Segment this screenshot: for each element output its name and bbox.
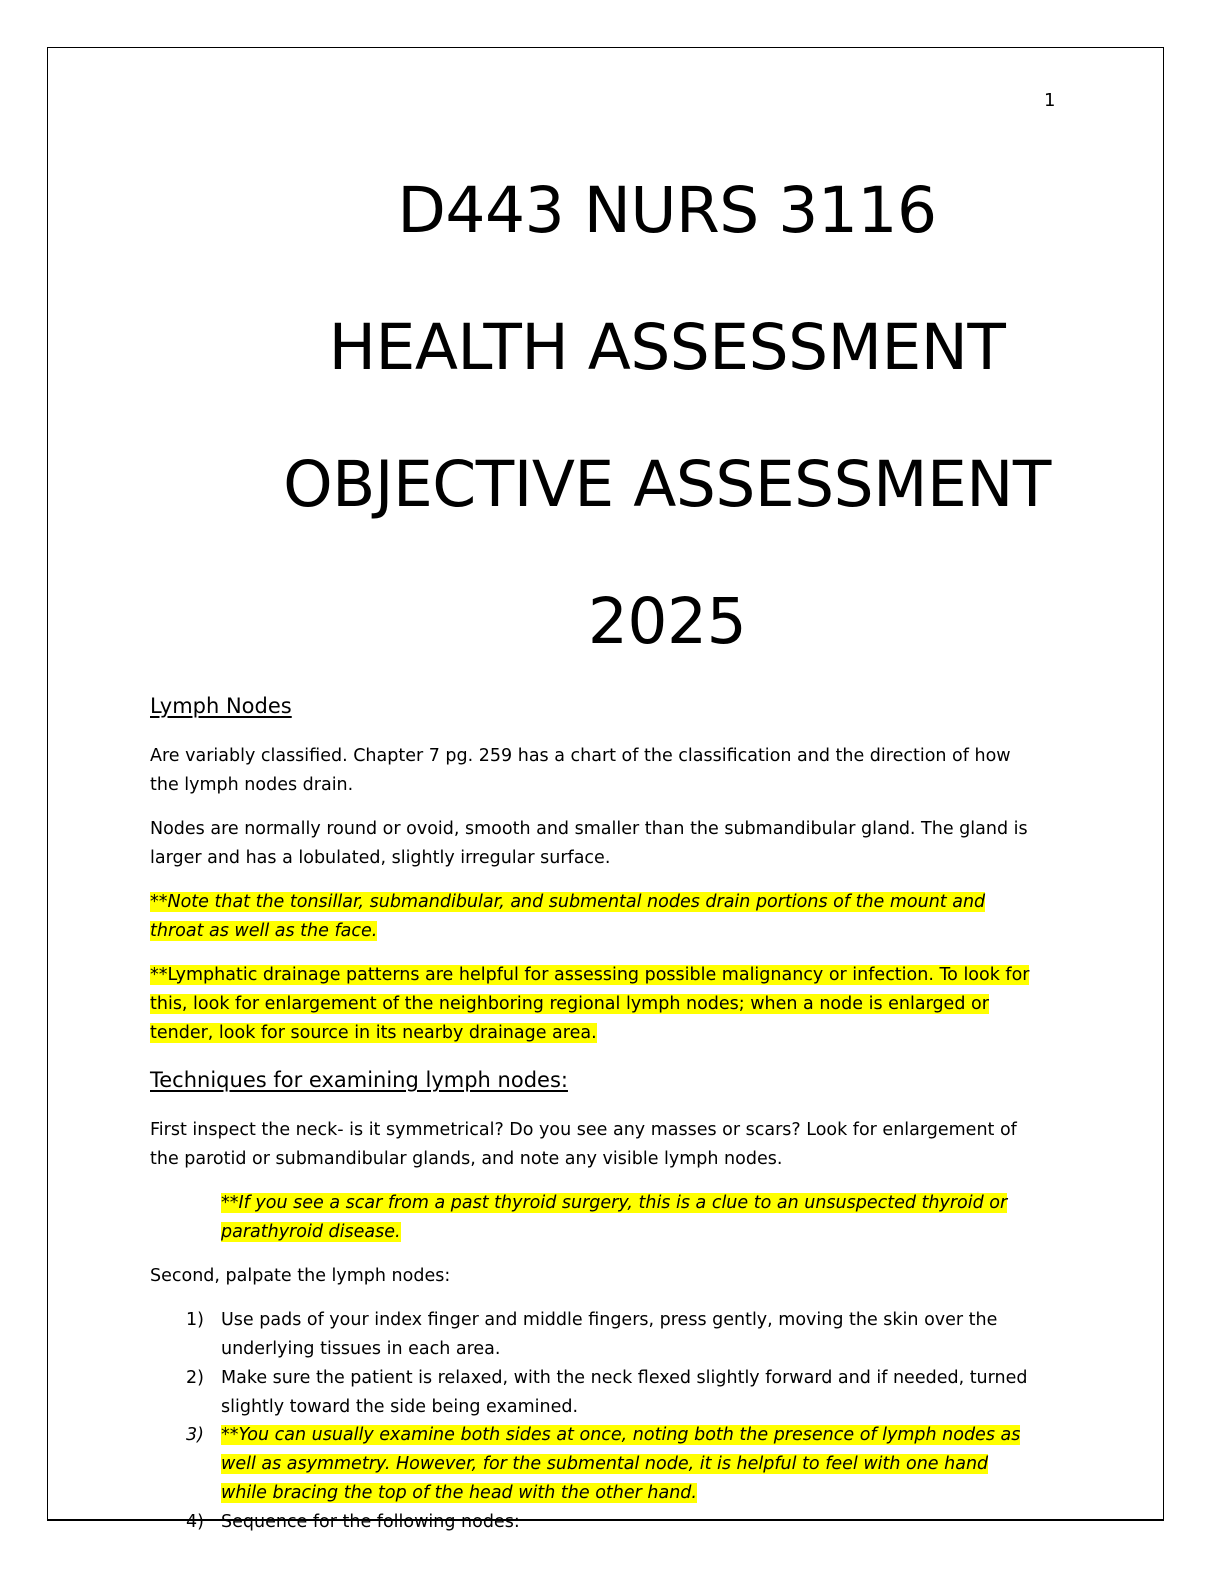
text-line: Nodes are normally round or ovoid, smooth and smaller than the submandibular gland. The gland is <box>150 819 1028 839</box>
page-border-bottom <box>47 1520 1164 1521</box>
highlighted-text: **Note that the tonsillar, submandibular, and submental nodes drain portions of the mount and <box>150 892 986 912</box>
text-line: Sequence for the following nodes: <box>221 1512 520 1532</box>
title-line-4: 2025 <box>587 585 747 658</box>
techniques-second: Second, palpate the lymph nodes: <box>150 1266 451 1286</box>
text-line: slightly toward the side being examined. <box>221 1397 579 1417</box>
highlighted-text: **If you see a scar from a past thyroid surgery, this is a clue to an unsuspected thyroid or <box>221 1193 1008 1213</box>
highlighted-text: throat as well as the face. <box>150 921 378 941</box>
list-number: 4) <box>186 1512 204 1532</box>
techniques-heading: Techniques for examining lymph nodes: <box>150 1068 568 1092</box>
lymph-paragraph-1 <box>150 742 1030 800</box>
techniques-note <box>221 1189 1031 1247</box>
highlighted-text: **You can usually examine both sides at once, noting both the presence of lymph nodes as <box>221 1425 1021 1445</box>
highlighted-text: **Lymphatic drainage patterns are helpful for assessing possible malignancy or infection. To look for <box>150 965 1030 985</box>
title-line-1: D443 NURS 3116 <box>397 174 937 247</box>
text-line: Make sure the patient is relaxed, with the neck flexed slightly forward and if needed, turned <box>221 1368 1028 1388</box>
text-line: Are variably classified. Chapter 7 pg. 259 has a chart of the classification and the direction of how <box>150 746 1011 766</box>
highlighted-text: while bracing the top of the head with the other hand. <box>221 1483 697 1503</box>
text-line: the parotid or submandibular glands, and note any visible lymph nodes. <box>150 1149 783 1169</box>
techniques-paragraph-1 <box>150 1116 1030 1174</box>
lymph-note-1 <box>150 888 1030 946</box>
page-number: 1 <box>1044 90 1056 111</box>
highlighted-text: this, look for enlargement of the neighboring regional lymph nodes; when a node is enlarged or <box>150 994 989 1014</box>
text-line: underlying tissues in each area. <box>221 1339 501 1359</box>
title-line-3: OBJECTIVE ASSESSMENT <box>283 448 1051 521</box>
text-line: the lymph nodes drain. <box>150 775 354 795</box>
text-line: larger and has a lobulated, slightly irregular surface. <box>150 848 611 868</box>
list-number: 1) <box>186 1310 204 1330</box>
highlighted-text: tender, look for source in its nearby drainage area. <box>150 1023 597 1043</box>
lymph-note-2 <box>150 961 1030 1048</box>
lymph-paragraph-2 <box>150 815 1030 873</box>
lymph-nodes-heading: Lymph Nodes <box>150 694 292 718</box>
highlighted-text: well as asymmetry. However, for the submental node, it is helpful to feel with one hand <box>221 1454 989 1474</box>
title-line-2: HEALTH ASSESSMENT <box>328 311 1006 384</box>
text-line: Use pads of your index finger and middle fingers, press gently, moving the skin over the <box>221 1310 998 1330</box>
highlighted-text: parathyroid disease. <box>221 1222 401 1242</box>
list-number: 3) <box>186 1425 204 1445</box>
list-number: 2) <box>186 1368 204 1388</box>
text-line: First inspect the neck- is it symmetrical? Do you see any masses or scars? Look for enlargement of <box>150 1120 1017 1140</box>
